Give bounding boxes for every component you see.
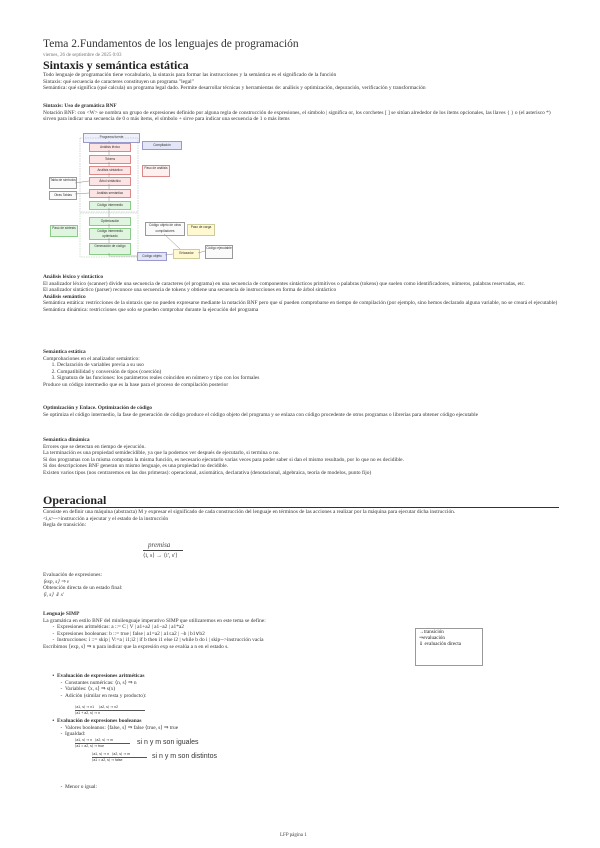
eval-formula: ⟨exp, s⟩ ⇒ v — [43, 578, 70, 585]
lexico-p1: El analizador léxico (scanner) divide una secuencia de caracteres (el programa) en una secuencia de componentes sintácticos primitivos o palabras (tokens) que suelen como identificadores, números, palabras reservadas, etc. — [43, 280, 526, 287]
estatica-title: Semántica estática — [43, 349, 86, 355]
premisa-rule — [143, 550, 183, 551]
document-title: Tema 2.Fundamentos de los lenguajes de programación — [43, 38, 299, 50]
estatica-outro: Produce un código intermedio que es la base para el proceso de compilación posterior — [43, 381, 229, 388]
bullet-list — [43, 718, 343, 725]
lexico-p2: El analizador sintáctico (parser) reconoce una secuencia de tokens y obtiene una secuencia de instrucciones en forma de árbol sintáctico — [43, 287, 337, 294]
operacional-p1: Consiste en definir una máquina (abstracta) M y expresar el significado de cada construcción del lenguaje en términos de las acciones a realizar por la máquina para ejecutar dicha instrucción. — [43, 509, 456, 515]
simp-list — [43, 624, 408, 644]
diagram-arbol: Árbol sintáctico — [89, 177, 131, 186]
simp-outro: Escribimos ⟨exp, s⟩ ⇒ n para indicar que la expresión exp se evalúa a n en el estado s. — [43, 643, 229, 650]
heading-rule — [43, 507, 559, 508]
list-item: 1. Declaración de variables previa a su uso — [57, 362, 563, 369]
diagram-arrows — [45, 133, 240, 265]
date-line: viernes, 26 de septiembre de 2025 0:03 — [43, 53, 122, 58]
diagram-ejecutable: Código ejecutable — [205, 245, 233, 259]
obt-label: Obtención directa de un estado final: — [43, 585, 123, 592]
igualdad-rule-2: ⟨a1, s⟩ ⇒ n ⟨a2, s⟩ ⇒ m ⟨a1 = a2, s⟩ ⇒ false — [92, 752, 147, 762]
list-item: - Adición (similar en resta y producto): — [65, 693, 343, 700]
bnf-section — [43, 103, 563, 123]
diagram-semantico: Análisis semántico — [89, 189, 131, 198]
transition-formula: ⟨i, s⟩ → ⟨i', s'⟩ — [143, 553, 178, 559]
legend-evaluation: ⇒evaluación — [419, 636, 445, 641]
estatica-section — [43, 349, 563, 389]
diagram-carga: Paso de carga — [187, 224, 215, 236]
diagram-program: Programa fuente — [83, 133, 140, 143]
list-item: - Expresiones aritméticas: a ::= C | V | a1+a2 | a1−a2 | a1*a2 — [57, 624, 408, 631]
notation-legend — [415, 628, 483, 666]
list-item: - Variables: ⟨x, s⟩ ⇒ s(x) — [65, 686, 343, 693]
list-item: - Constantes numéricas: ⟨n, s⟩ ⇒ n — [65, 680, 343, 687]
premisa-formula: premisa — [148, 541, 171, 549]
simp-section — [43, 611, 408, 651]
optim-section — [43, 405, 563, 418]
adicion-rule-sketch: ⟨a1, s⟩ ⇒ n1 ⟨a2, s⟩ ⇒ n2 ⟨a1 + a2, s⟩ ⇒ n — [75, 705, 145, 715]
dinamica-l3: Si dos programas con la misma computan la misma función, es necesario ejecutarlo varias veces para poder saber si dan el mismo resultado, por lo que no es decidible. — [43, 456, 404, 463]
diagram-generacion: Generación de código — [89, 243, 131, 255]
bool-bullets — [43, 718, 343, 738]
bool-list — [43, 725, 343, 738]
bool-title: • Evaluación de expresiones booleanas — [57, 718, 343, 725]
diagram-lexico: Análisis léxico — [89, 143, 131, 152]
diagram-intermedio: Código intermedio — [89, 201, 131, 210]
operacional-section — [43, 509, 563, 529]
intro-line-3: Semántica: qué significa (qué calcula) un programa legal dado. Permite desarrollar técnicas y herramientas de: análisis y optimización, depuración, verificación y transformación — [43, 85, 426, 92]
intro-paragraph — [43, 72, 563, 92]
list-item: - Menor o igual: — [65, 784, 343, 791]
diagram-optimizado: Código intermedio optimizado — [89, 228, 131, 240]
bnf-text: Notación BNF: con <W> se nombra un grupo de expresiones definido por alguna regla de construcción de expresiones, el símbolo | significa or, los corchetes [ ] se sitúan alrededor de los ítems opcionales, las llaves { } o (el asterisco *) sirven para indicar una secuencia de 0 o más ítems, el símbolo + sirve para indicar una secuencia de 1 o más ítems — [43, 109, 551, 123]
obt-formula: ⟨i, s⟩ ⇓ s' — [43, 591, 64, 598]
eval-section — [43, 572, 563, 598]
semantico-title: Análisis semántico — [43, 293, 86, 300]
operacional-p2: <i,s>-->instrucción a ejecutar y el estado de la instrucción — [43, 515, 169, 522]
intro-line-1: Todo lenguaje de programación tiene vocabulario, la sintaxis para formar las instrucciones y la semántica es el significado de la función — [43, 72, 337, 78]
distintos-note: si n y m son distintos — [152, 753, 217, 760]
diagram-optim: Optimización — [89, 217, 131, 226]
section-title-operacional: Operacional — [43, 493, 107, 507]
estatica-intro: Comprobaciones en el analizador semántico: — [43, 355, 140, 362]
dinamica-l4: Si dos descripciones BNF generan un mismo lenguaje, es una propiedad no decidible. — [43, 463, 229, 470]
simp-intro: La gramática en estilo BNF del minilenguaje imperativo SIMP que utilizaremos en este tema se define: — [43, 617, 266, 624]
diagram-tokens: Tokens — [89, 155, 131, 164]
bnf-title: Sintaxis: Uso de gramática BNF — [43, 103, 117, 109]
iguales-note: si n y m son iguales — [137, 739, 199, 746]
diagram-front: Paso de análisis — [142, 165, 170, 177]
intro-line-2: Sintaxis: qué secuencia de caracteres constituyen un programa "legal" — [43, 78, 194, 85]
bullet-list — [43, 673, 343, 680]
compiler-diagram — [45, 133, 240, 265]
diagram-back: Paso de síntesis — [50, 225, 78, 237]
optim-title: Optimización y Enlace. Optimización de código — [43, 405, 153, 411]
simp-title: Lenguaje SIMP — [43, 611, 80, 617]
list-item: 2. Compatibilidad y conversión de tipos (coerción) — [57, 369, 563, 376]
menor-list — [43, 784, 343, 791]
estatica-list — [43, 362, 563, 382]
list-item: - Igualdad: — [65, 731, 343, 738]
eval-label: Evaluación de expresiones: — [43, 572, 102, 578]
optim-text: Se optimiza el código intermedio, la fase de generación de código produce el código objeto del programa y se enlaza con código procedente de otros programas o librerías para obtener código ejecutable — [43, 411, 478, 418]
list-item: - Valores booleanos: ⟨false, s⟩ ⇒ false ⟨true, s⟩ ⇒ true — [65, 725, 343, 732]
diagram-tabla: Tabla de símbolos — [49, 177, 77, 189]
dinamica-title: Semántica dinámica — [43, 437, 90, 443]
lexico-p3: Semántica estática: restricciones de la sintaxis que no pueden expresarse mediante la notación BNF pero que sí pueden comprobarse en tiempo de compilación (por ejemplo, sino hemos declarado alguna variable, no se creará el ejecutable) — [43, 300, 558, 307]
dinamica-l1: Errores que se detectan en tiempo de ejecución. — [43, 443, 146, 450]
list-item: - Expresiones booleanas: b ::= true | false | a1=a2 | a1≤a2 | ¬b | b1∨b2 — [57, 631, 408, 638]
igualdad-rule-1: ⟨a1, s⟩ ⇒ n ⟨a2, s⟩ ⇒ m ⟨a1 = a2, s⟩ ⇒ true — [75, 738, 130, 748]
diagram-enlazador: Enlazador — [173, 249, 200, 259]
dinamica-section — [43, 437, 563, 477]
diagram-sintactico: Análisis sintáctico — [89, 166, 131, 175]
list-item: - Instrucciones: i ::= skip | V:=a | i1;i2 | if b then i1 else i2 | while b do i | skip-->instrucción vacía — [57, 637, 408, 644]
arit-list — [43, 680, 343, 700]
page-footer: LFP página 1 — [280, 833, 307, 838]
lexico-section — [43, 274, 563, 314]
dinamica-l2: La terminación es una propiedad semidecidible, ya que la podemos ver después de ejecutarlo, si termina o no. — [43, 450, 280, 457]
list-item: 3. Signatura de las funciones: los parámetros reales coinciden en número y tipo con los formales — [57, 375, 563, 382]
section-title-sintaxis: Sintaxis y semántica estática — [43, 58, 189, 72]
diagram-otras: Otras Tablas — [49, 191, 77, 200]
menor-bullet — [43, 784, 343, 791]
diagram-compilacion: Compilación — [142, 141, 182, 150]
legend-direct: ⇓ evaluación directa — [419, 642, 461, 647]
diagram-objeto: Código objeto — [137, 252, 167, 261]
diagram-otros: Código objeto de otros compiladores — [145, 222, 185, 236]
arit-title: • Evaluación de expresiones aritméticas — [57, 673, 343, 680]
lexico-p4: Semántica dinámica: restricciones que solo se pueden comprobar durante la ejecución del programa — [43, 306, 259, 313]
legend-transition: →transición — [419, 630, 444, 635]
operacional-p3: Regla de transición: — [43, 522, 87, 529]
eval-bullets — [43, 673, 343, 699]
lexico-title: Análisis léxico y sintáctico — [43, 274, 104, 280]
dinamica-l5: Existen varios tipos (nos centraremos en las dos primeras): operacional, axiomática, declarativa (denotacional, algebraica, teoría de modelos, punto fijo) — [43, 469, 372, 476]
